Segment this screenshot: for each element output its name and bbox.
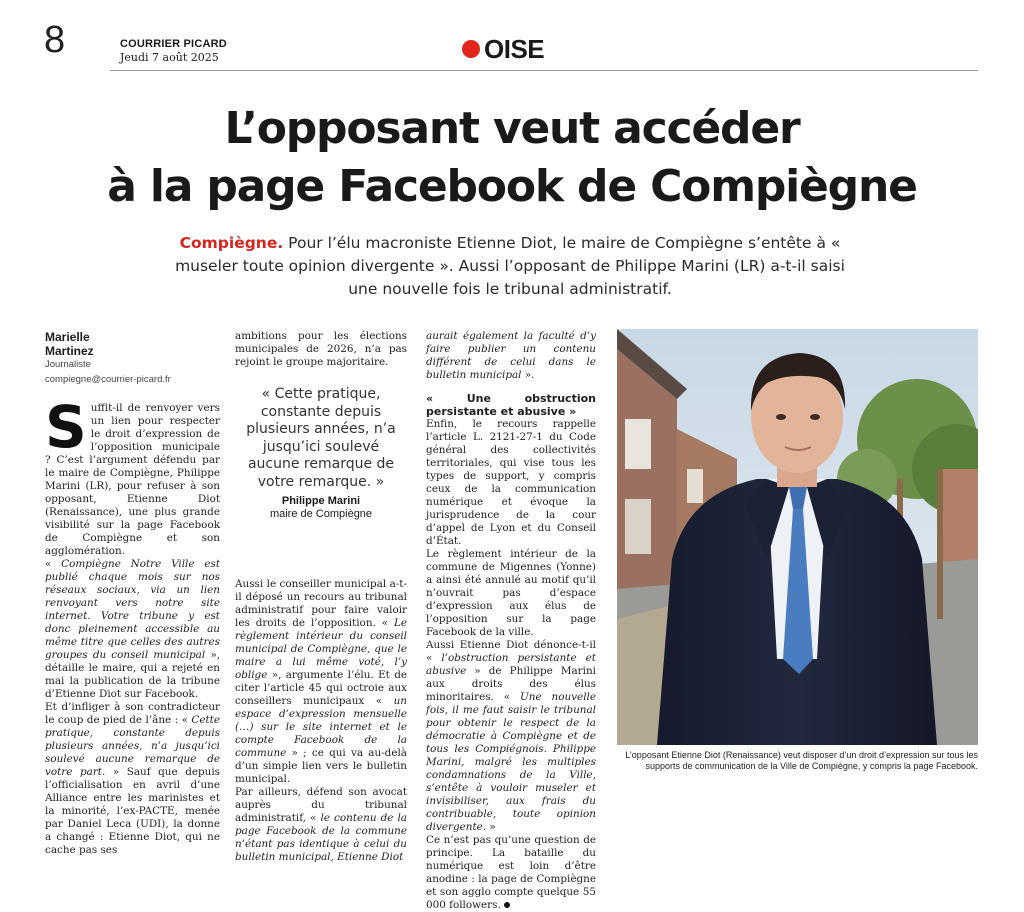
paragraph-text: », détaille le maire, qui a rejeté en mai la publication de la tribune d’Etienne Diot sur Facebook. (45, 649, 220, 700)
paragraph (235, 786, 407, 864)
paragraph (45, 393, 220, 558)
paragraph-quote: un espace d’expression mensuelle (…) sur le site internet et le compte Facebook de la commune (235, 695, 407, 759)
paragraph (45, 701, 220, 857)
pullquote-text: « Cette pratique, constante depuis plusieurs années, n’a jusqu’ici soulevé aucune remarque de votre remarque. » (246, 386, 396, 490)
pullquote-role: maire de Compiègne (269, 508, 373, 520)
building (937, 469, 978, 569)
paragraph-text: Aussi Etienne Diot dénonce-t-il « (426, 639, 596, 664)
paragraph (426, 639, 596, 834)
article-column-1 (45, 330, 220, 857)
paragraph-text: « (45, 558, 62, 570)
portrait-photo-illustration (617, 329, 978, 745)
publication-date: Jeudi 7 août 2025 (120, 51, 219, 64)
drop-cap: S (45, 393, 87, 461)
article-column-3 (426, 330, 596, 912)
paragraph (235, 578, 407, 786)
paragraph-text: », argumente l’élu. Et de citer l’article 45 qui octroie aux conseillers municipaux « (235, 669, 407, 707)
paragraph-text: » de Philippe Marini aux droits des élus minoritaires. « (426, 665, 596, 703)
paragraph-quote: Cette pratique, constante depuis plusieurs années, n’a jusqu’ici soulevé aucune remarque de votre part. (45, 714, 220, 778)
section-name: OISE (484, 34, 545, 64)
paragraph-text: ». (521, 369, 535, 381)
paragraph: ambitions pour les élections municipales de 2026, n’a pas rejoint le groupe majoritaire. (235, 330, 407, 368)
section-dot-icon (462, 40, 480, 58)
paragraph: Le règlement intérieur de la commune de Migennes (Yonne) a ainsi été annulé au motif qu’il n’ouvrait pas d’espace d’expression aux élus de l’opposition sur la page Facebook de la ville. (426, 548, 596, 638)
standfirst-text: Pour l’élu macroniste Etienne Diot, le maire de Compiègne s’entête à « museler toute opinion divergente ». Aussi l’opposant de Philippe Marini (LR) a-t-il saisi une nouvelle fois le tribunal administratif. (175, 234, 845, 298)
author-last-name: Martinez (45, 344, 94, 358)
paragraph (45, 558, 220, 701)
masthead (120, 38, 227, 64)
pullquote (246, 386, 396, 521)
paragraph-quote: aurait également la faculté d’y faire publier un contenu différent de celui dans le bulletin municipal (426, 330, 596, 381)
author-role: Journaliste (45, 359, 91, 370)
page-number: 8 (44, 19, 66, 61)
paragraph-text: uffit-il de renvoyer vers un lien pour respecter le droit d’expression de l’opposition municipale ? C’est l’argument défendu par le maire de Compiègne, Philippe Marini (LR), pour refuser à son opposant, Etienne Diot (Renaissance), une plus grande visibilité sur la page Facebook de Compiègne et son agglomération. (45, 402, 220, 557)
section-label (462, 34, 544, 64)
eye (810, 414, 820, 420)
paragraph-text: » (486, 821, 496, 833)
photo-caption: L’opposant Etienne Diot (Renaissance) veut disposer d’un droit d’expression sur tous les supports de communication de la Ville de Compiègne, y compris la page Facebook. (625, 750, 978, 771)
window (625, 499, 651, 554)
paragraph-quote: l’obstruction persistante et abusive (426, 652, 596, 677)
window (687, 469, 703, 503)
paragraph-quote: Compiègne Notre Ville est publié chaque mois sur nos réseaux sociaux, via un lien renvoyant vers notre site internet. Votre tribune y est donc pleinement accessible au même titre que celles des autres groupes du conseil municipal (45, 558, 220, 661)
author-first-name: Marielle (45, 330, 90, 344)
publication-name: COURRIER PICARD (120, 38, 227, 50)
paragraph-quote: Le règlement intérieur du conseil municipal de Compiègne, que le maire a lui même voté, l’y oblige (235, 617, 407, 681)
author-email[interactable]: compiegne@courrier-picard.fr (45, 374, 171, 385)
paragraph-text: Et d’infliger à son contradicteur le coup de pied de l’âne : « (45, 701, 220, 726)
article-photo (617, 329, 978, 745)
standfirst (160, 232, 860, 301)
headline-line-2: à la page Facebook de Compiègne (107, 161, 917, 212)
pullquote-author: Philippe Marini (281, 495, 361, 507)
paragraph-quote: Une nouvelle fois, il me faut saisir le tribunal pour obtenir le respect de la démocratie à Compiègne et de tous les Compiégnois. Philippe Marini, malgré les multiples condamnations de la Ville, s’entête à vouloir museler et invisibiliser, aux frais du contribuable, toute opinion divergente. (426, 691, 596, 833)
paragraph (426, 330, 596, 382)
paragraph-quote: le contenu de la page Facebook de la commune n’étant pas identique à celui du bulletin municipal, Etienne Diot (235, 812, 407, 863)
tree-stake (937, 469, 943, 619)
window (625, 419, 651, 469)
headline (20, 100, 1004, 216)
eye (776, 414, 786, 420)
subheading: « Une obstruction persistante et abusive » (426, 392, 596, 418)
header-divider (110, 70, 978, 71)
paragraph-text: » Sauf que depuis l’officialisation en avril d’une Alliance entre les marinistes et la minorité, l’ex-PACTE, menée par Daniel Leca (UDI), la donne a changé : Etienne Diot, qui ne cache pas ses (45, 766, 220, 856)
paragraph (426, 834, 596, 912)
paragraph-text: » ; ce qui va au-delà d’un simple lien vers le bulletin municipal. (235, 747, 407, 785)
paragraph-text: Aussi le conseiller municipal a-t-il déposé un recours au tribunal administratif pour faire valoir les droits de l’opposition. « (235, 578, 407, 629)
paragraph: Enfin, le recours rappelle l’article L. 2121-27-1 du Code général des collectivités territoriales, qui vise tous les types de support, y compris ceux de la communication numérique et évoque la jurisprudence de la cour d’appel de Lyon et du Conseil d’État. (426, 418, 596, 547)
paragraph-text: Ce n’est pas qu’une question de principe. La bataille du numérique est loin d’être anodine : la page de Compiègne et son agglo compte quelque 55 000 followers. (426, 834, 596, 911)
headline-line-1: L’opposant veut accéder (224, 103, 800, 154)
end-mark-icon (504, 902, 510, 908)
paragraph-text: Par ailleurs, défend son avocat auprès du tribunal administratif, « (235, 786, 407, 824)
standfirst-place: Compiègne. (179, 234, 284, 252)
